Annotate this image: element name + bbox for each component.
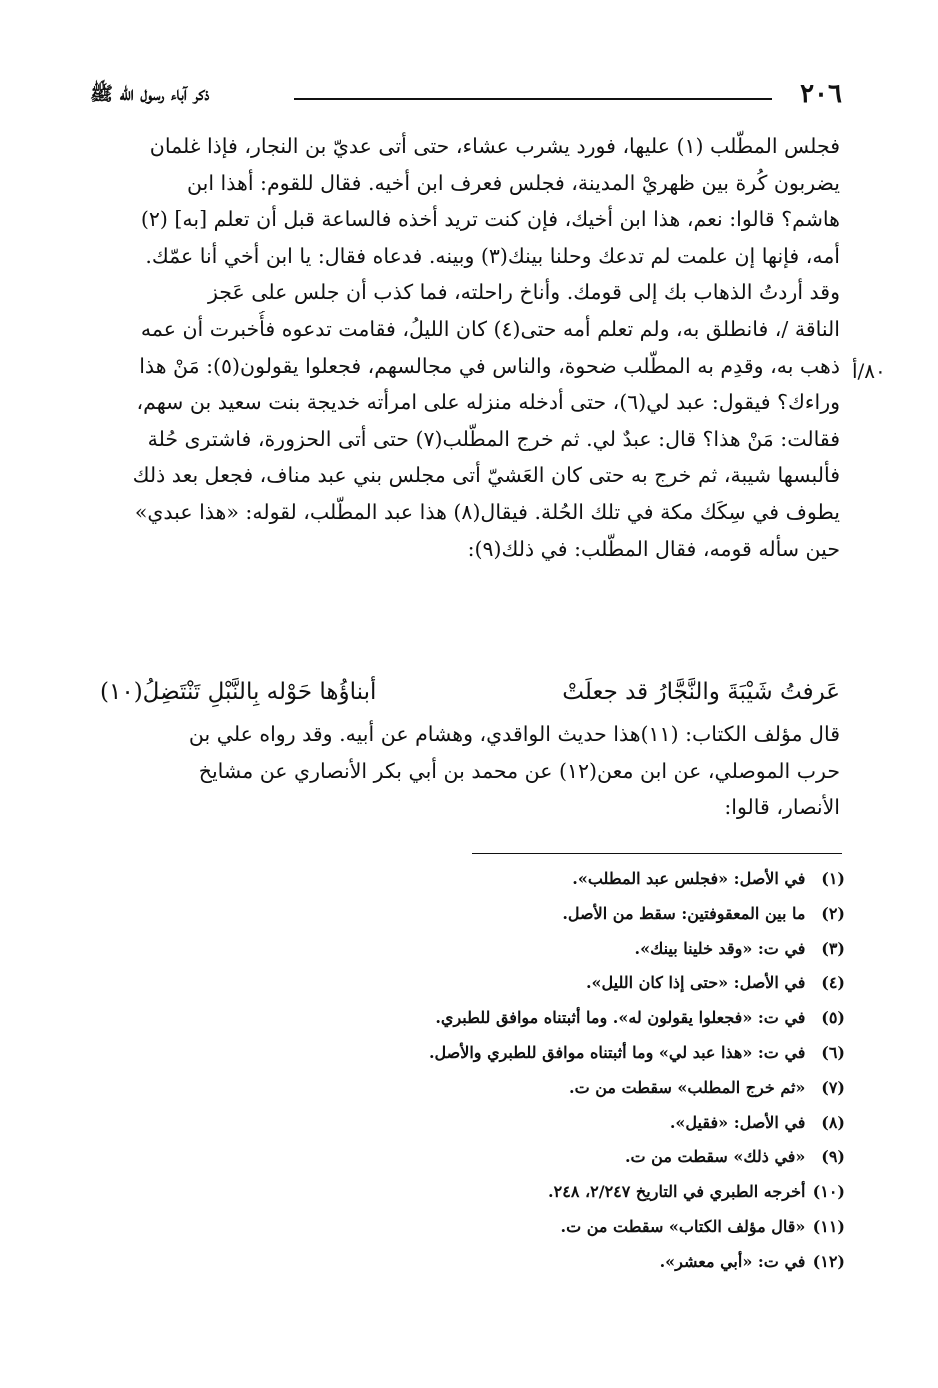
poetry-verse — [100, 670, 840, 714]
footnote — [300, 1001, 845, 1036]
footnote-number: (٨) — [821, 1112, 845, 1132]
text-line: وقد أردتُ الذهاب بك إلى قومك. وأناخ راحلته، فما كذب أن جلس على عَجز — [208, 280, 840, 305]
main-text — [95, 128, 840, 567]
footnote-text: ما بين المعقوفتين: سقط من الأصل. — [562, 903, 806, 923]
footnote-number: (٤) — [821, 973, 845, 993]
footnote — [300, 1071, 845, 1106]
footnote-number: (٦) — [821, 1042, 845, 1062]
footnote-number: (٥) — [821, 1008, 845, 1028]
text-line: حين سأله قومه، فقال المطّلب: في ذلك(٩): — [467, 536, 840, 561]
footnote-text: في ت: «وقد خلينا بينك». — [634, 938, 806, 958]
text-line: يطوف في سِكَك مكة في تلك الحُلة. فيقال(٨) هذا عبد المطّلب، لقوله: «هذا عبدي» — [134, 499, 840, 524]
footnote — [300, 1210, 845, 1245]
header-rule — [294, 98, 772, 100]
footnote-number: (١٠) — [812, 1182, 845, 1202]
footnote-number: (١٢) — [812, 1251, 845, 1271]
main-text-continued — [95, 716, 840, 826]
page-header — [90, 76, 842, 116]
page-number: ٢٠٦ — [800, 79, 842, 109]
footnote-text: أخرجه الطبري في التاريخ ٢/٢٤٧، ٢٤٨. — [548, 1182, 806, 1202]
text-line: الأنصار، قالوا: — [724, 795, 840, 820]
footnote — [300, 932, 845, 967]
footnote-number: (٢) — [821, 903, 845, 923]
verse-first-hemistich: عَرفتُ شَيْبَةَ والنَّجَّارُ قد جعلَتْ — [562, 679, 840, 705]
text-line: يضربون كُرة بين ظهريْ المدينة، فجلس فعرف ابن أخيه. فقال للقوم: أهذا ابن — [187, 170, 840, 195]
footnote — [300, 1245, 845, 1280]
margin-folio-note: ٨٠/أ — [852, 359, 886, 383]
footnote — [300, 1175, 845, 1210]
text-line: أمه، فإنها إن علمت لم تدعك وحلنا بينك(٣) وبينه. فدعاه فقال: يا ابن أخي أنا عمّك. — [145, 243, 840, 268]
footnote — [300, 1106, 845, 1141]
footnote-text: في ت: «فجعلوا يقولون له». وما أثبتناه موافق للطبري. — [435, 1008, 806, 1028]
footnote-text: «ثم خرج المطلب» سقطت من ت. — [569, 1077, 806, 1097]
text-line: فقالت: مَنْ هذا؟ قال: عبدٌ لي. ثم خرج المطّلب(٧) حتى أتى الحزورة، فاشترى حُلة — [147, 426, 840, 451]
footnote-number: (٩) — [821, 1147, 845, 1167]
text-line: الناقة /، فانطلق به، ولم تعلم أمه حتى(٤) كان الليلُ، فقامت تدعوه فأُخبرت أن عمه — [140, 316, 840, 341]
footnote-text: في الأصل: «فقيل». — [669, 1112, 806, 1132]
text-line: فألبسها شيبة، ثم خرج به حتى كان العَشيّ أتى مجلس بني عبد مناف، فجعل بعد ذلك — [132, 463, 840, 488]
verse-second-hemistich: أبناؤُها حَوْله بِالنَّبْلِ تَنْتَضِلُ(١٠) — [100, 679, 377, 705]
footnote — [300, 897, 845, 932]
footnote — [300, 1140, 845, 1175]
text-line: قال مؤلف الكتاب: (١١)هذا حديث الواقدي، وهشام عن أبيه. وقد رواه علي بن — [188, 722, 840, 746]
footnote-text: «قال مؤلف الكتاب» سقطت من ت. — [560, 1216, 806, 1236]
footnote-text: في الأصل: «حتى إذا كان الليل». — [585, 973, 806, 993]
footnote-text: «في ذلك» سقطت من ت. — [624, 1147, 806, 1167]
text-line: فجلس المطّلب (١) عليها، فورد يشرب عشاء، حتى أتى عديّ بن النجار، فإذا غلمان — [149, 134, 840, 158]
text-line: حرب الموصلي، عن ابن معن(١٢) عن محمد بن أبي بكر الأنصاري عن مشايخ — [198, 758, 840, 783]
text-line: ذهب به، وقدِم به المطّلب ضحوة، والناس في مجالسهم، فجعلوا يقولون(٥): مَنْ هذا — [139, 353, 840, 378]
footnote-number: (١١) — [812, 1216, 845, 1236]
text-line: وراءك؟ فيقول: عبد لي(٦)، حتى أدخله منزله على امرأته خديجة بنت سعيد بن سهم، — [136, 390, 840, 415]
text-line: هاشم؟ قالوا: نعم، هذا ابن أخيك، فإن كنت تريد أخذه فالساعة قبل أن تعلم [به] (٢) — [140, 207, 840, 232]
footnote-number: (١) — [821, 869, 845, 888]
footnote-text: في ت: «هذا عبد لي» وما أثبتناه موافق للطبري والأصل. — [428, 1042, 806, 1062]
footnote — [300, 862, 845, 897]
footnote — [300, 966, 845, 1001]
footnote — [300, 1036, 845, 1071]
footnotes — [300, 862, 845, 1280]
running-title: ذكر آباء رسول الله ﷺ — [90, 83, 210, 105]
footnote-number: (٧) — [821, 1077, 845, 1097]
footnote-number: (٣) — [821, 938, 845, 958]
footnote-separator — [472, 853, 842, 854]
footnote-text: في ت: «أبي معشر». — [659, 1251, 806, 1271]
footnote-text: في الأصل: «فجلس عبد المطلب». — [572, 869, 806, 888]
